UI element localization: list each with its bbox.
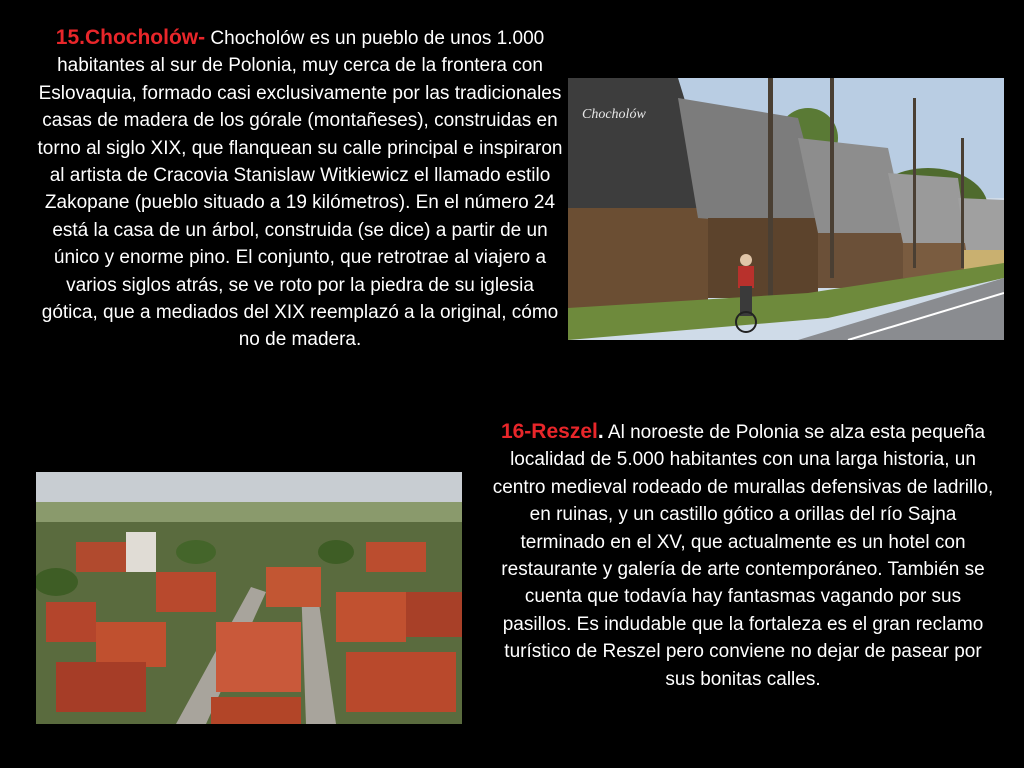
chocholow-photo-caption: Chocholów: [582, 107, 646, 122]
chocholow-title: 15.Chocholów: [55, 26, 199, 49]
chocholow-paragraph: [36, 24, 564, 354]
chocholow-title-separator: -: [198, 26, 206, 49]
reszel-title-separator: .: [597, 420, 604, 443]
reszel-photo: [36, 472, 462, 724]
reszel-body: Al noroeste de Polonia se alza esta pequeña localidad de 5.000 habitantes con una larga historia, un centro medieval rodeado de murallas defensivas de ladrillo, en ruinas, y un castillo gótico a orillas del río Sajna terminado en el XV, que actualmente es un hotel con restaurante y galería de arte contemporáneo. También se cuenta que todavía hay fantasmas vagando por sus pasillos. Es indudable que la fortaleza es el gran reclamo turístico de Reszel pero conviene no dejar de pasear por sus bonitas calles.: [492, 422, 994, 690]
reszel-paragraph: [488, 418, 998, 693]
chocholow-photo: [568, 78, 1004, 340]
reszel-title: 16-Reszel: [500, 420, 598, 443]
chocholow-body: Chocholów es un pueblo de unos 1.000 habitantes al sur de Polonia, muy cerca de la frontera con Eslovaquia, formado casi exclusivamente por las tradicionales casas de madera de los górale (montañeses), construidas en torno al siglo XIX, que flanquean su calle principal e inspiraron al artista de Cracovia Stanislaw Witkiewicz el llamado estilo Zakopane (pueblo situado a 19 kilómetros). En el número 24 está la casa de un árbol, construida (se dice) a partir de un único y enorme pino. El conjunto, que retrotrae al viajero a varios siglos atrás, se ve roto por la piedra de su iglesia gótica, que a mediados del XIX reemplazó a la original, cómo no de madera.: [37, 28, 563, 351]
